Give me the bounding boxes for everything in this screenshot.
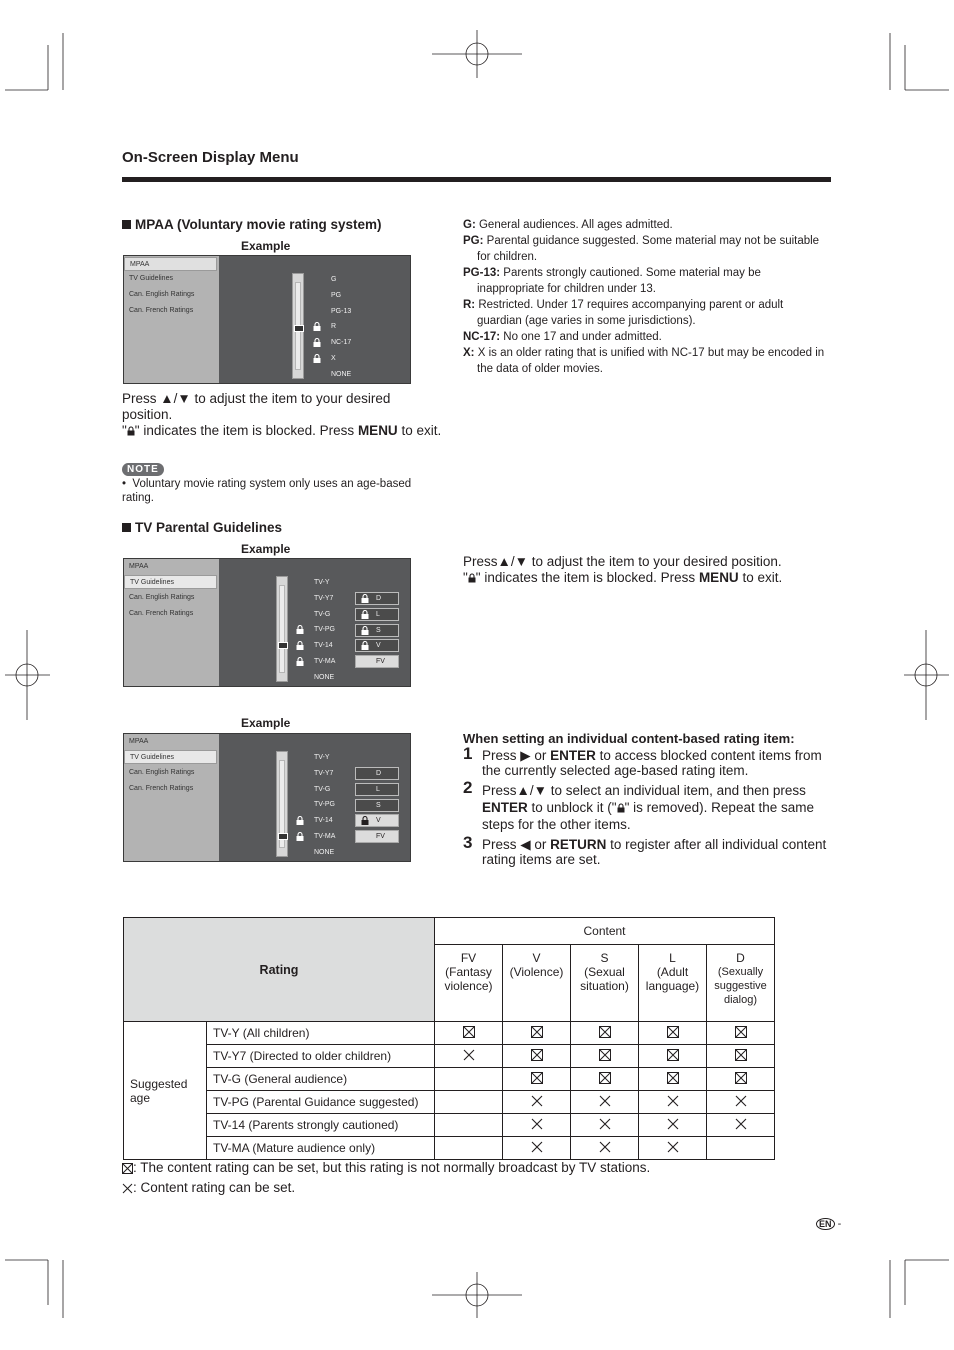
boxed-x-icon	[639, 1068, 707, 1091]
rating-r: R	[331, 323, 337, 330]
definition-pg13: PG-13: Parents strongly cautioned. Some material may be inappropriate for children under 13.	[463, 267, 761, 295]
x-mark-icon	[571, 1114, 639, 1137]
empty-cell	[435, 1137, 503, 1160]
x-mark-icon	[639, 1137, 707, 1160]
column-code: FV	[460, 951, 477, 965]
page-title: On-Screen Display Menu	[122, 149, 299, 166]
x-mark-icon	[571, 1091, 639, 1114]
example-label: Example	[241, 542, 291, 556]
content-column-header	[503, 945, 571, 1022]
x-mark-icon	[707, 1114, 775, 1137]
content-box-s[interactable]: S	[355, 624, 399, 637]
mpaa-heading: MPAA (Voluntary movie rating system)	[122, 217, 382, 232]
column-description: (Fantasy violence)	[444, 965, 493, 993]
legend-box: : The content rating can be set, but this rating is not normally broadcast by TV stations.	[122, 1160, 650, 1176]
lock-icon	[468, 573, 476, 583]
menu-item-mpaa[interactable]: MPAA	[129, 738, 149, 745]
menu-item-can-french[interactable]: Can. French Ratings	[129, 785, 194, 792]
rating-definitions	[463, 217, 831, 377]
rating-none: NONE	[331, 371, 352, 378]
rating-row-label: TV-Y7 (Directed to older children)	[207, 1045, 435, 1068]
rating-tv-pg: TV-PG	[314, 626, 336, 633]
legend-x: : Content rating can be set.	[122, 1180, 295, 1196]
rating-table	[123, 917, 775, 1160]
lock-icon	[361, 641, 369, 650]
note-text: • Voluntary movie rating system only uses an age-based rating.	[122, 478, 412, 504]
content-box-d[interactable]: D	[355, 592, 399, 605]
column-description: (Adult language)	[645, 965, 700, 993]
x-mark-icon	[571, 1137, 639, 1160]
rating-slider[interactable]	[276, 576, 288, 682]
table-row	[124, 1045, 775, 1068]
menu-item-can-english[interactable]: Can. English Ratings	[129, 769, 195, 776]
lock-icon	[296, 641, 304, 650]
rating-row-label: TV-G (General audience)	[207, 1068, 435, 1091]
lock-icon	[361, 594, 369, 603]
definition-r: R: Restricted. Under 17 requires accompanying parent or adult guardian (age varies in some jurisdictions).	[463, 299, 784, 327]
definition-nc17: NC-17: No one 17 and under admitted.	[463, 331, 662, 343]
slider-knob[interactable]	[278, 642, 288, 649]
tv-heading: TV Parental Guidelines	[122, 520, 282, 535]
column-code: L	[669, 951, 676, 965]
boxed-x-icon	[571, 1045, 639, 1068]
column-description: (Sexually suggestive dialog)	[714, 966, 767, 1006]
example-label: Example	[241, 239, 291, 253]
rating-slider[interactable]	[292, 273, 304, 379]
slider-knob[interactable]	[294, 325, 304, 332]
rating-pg: PG	[331, 292, 342, 299]
boxed-x-icon	[122, 1163, 133, 1174]
example-label: Example	[241, 716, 291, 730]
boxed-x-icon	[503, 1022, 571, 1045]
rating-row-label: TV-MA (Mature audience only)	[207, 1137, 435, 1160]
x-mark-icon	[435, 1045, 503, 1068]
lock-icon	[361, 610, 369, 619]
menu-item-tv-guidelines[interactable]: TV Guidelines	[124, 750, 217, 764]
rating-tv-14: TV-14	[314, 817, 333, 824]
rating-nc17: NC-17	[331, 339, 352, 346]
boxed-x-icon	[571, 1068, 639, 1091]
tv-osd-screen-2	[123, 733, 411, 862]
rating-pg13: PG-13	[331, 308, 352, 315]
content-box-d[interactable]: D	[355, 767, 399, 780]
steps-heading: When setting an individual content-based rating item:	[463, 731, 795, 746]
mpaa-instruction: Press ▲/▼ to adjust the item to your desired position. " " indicates the item is blocked. Press MENU to exit.	[122, 391, 442, 438]
rating-tv-14: TV-14	[314, 642, 333, 649]
rating-tv-y: TV-Y	[314, 754, 330, 761]
x-mark-icon	[707, 1091, 775, 1114]
lock-icon	[617, 803, 625, 813]
language-badge: EN	[816, 1218, 835, 1230]
boxed-x-icon	[435, 1022, 503, 1045]
rating-row-label: TV-14 (Parents strongly cautioned)	[207, 1114, 435, 1137]
x-mark-icon	[122, 1183, 133, 1194]
column-description: (Violence)	[509, 965, 564, 979]
lock-icon	[296, 657, 304, 666]
rating-none: NONE	[314, 674, 335, 681]
rating-x: X	[331, 355, 336, 362]
table-row	[124, 1114, 775, 1137]
boxed-x-icon	[707, 1068, 775, 1091]
menu-item-mpaa[interactable]: MPAA	[129, 563, 149, 570]
rating-tv-ma: TV-MA	[314, 833, 336, 840]
step-2: 2 Press▲/▼ to select an individual item, and then press ENTER to unblock it (" " is removed). Repeat the same steps for the other items.	[463, 778, 814, 832]
rating-g: G	[331, 276, 337, 283]
step-3: 3 Press ◀ or RETURN to register after all individual content rating items are set.	[463, 833, 827, 867]
mpaa-osd-screen	[123, 255, 411, 384]
boxed-x-icon	[503, 1068, 571, 1091]
boxed-x-icon	[571, 1022, 639, 1045]
definition-g: G: General audiences. All ages admitted.	[463, 219, 673, 231]
content-box-l[interactable]: L	[355, 783, 399, 796]
content-column-header	[435, 945, 503, 1022]
content-box-s[interactable]: S	[355, 799, 399, 812]
x-mark-icon	[639, 1114, 707, 1137]
column-code: S	[600, 951, 609, 965]
content-box-v[interactable]: V	[355, 639, 399, 652]
boxed-x-icon	[639, 1022, 707, 1045]
tv-osd-screen-1	[123, 558, 411, 687]
empty-cell	[435, 1114, 503, 1137]
menu-item-tv-guidelines[interactable]: TV Guidelines	[124, 575, 217, 589]
lock-icon	[296, 816, 304, 825]
column-code: D	[736, 951, 745, 965]
x-mark-icon	[503, 1137, 571, 1160]
table-row	[124, 1137, 775, 1160]
empty-cell	[707, 1137, 775, 1160]
table-row	[124, 1068, 775, 1091]
rating-row-label: TV-PG (Parental Guidance suggested)	[207, 1091, 435, 1114]
suggested-age-cell: Suggested age	[124, 1022, 207, 1160]
rating-none: NONE	[314, 849, 335, 856]
column-description: (Sexual situation)	[580, 965, 629, 993]
lock-icon	[127, 426, 135, 436]
lock-icon	[296, 832, 304, 841]
rating-tv-y7: TV-Y7	[314, 595, 334, 602]
menu-item-can-english[interactable]: Can. English Ratings	[129, 291, 195, 298]
title-rule	[122, 177, 831, 182]
rating-tv-pg: TV-PG	[314, 801, 336, 808]
x-mark-icon	[503, 1091, 571, 1114]
empty-cell	[435, 1091, 503, 1114]
table-row	[124, 1091, 775, 1114]
definition-x: X: X is an older rating that is unified with NC-17 but may be encoded in the data of older movies.	[463, 347, 825, 375]
lock-icon	[361, 626, 369, 635]
page-footer: EN -	[816, 1218, 841, 1230]
boxed-x-icon	[503, 1045, 571, 1068]
step-1: 1 Press ▶ or ENTER to access blocked content items from the currently selected age-based rating item.	[463, 744, 822, 778]
boxed-x-icon	[639, 1045, 707, 1068]
content-box-v[interactable]: V	[355, 814, 399, 827]
rating-tv-y: TV-Y	[314, 579, 330, 586]
menu-item-can-english[interactable]: Can. English Ratings	[129, 594, 195, 601]
lock-icon	[313, 354, 321, 363]
content-column-header	[707, 945, 775, 1022]
rating-tv-y7: TV-Y7	[314, 770, 334, 777]
lock-icon	[296, 625, 304, 634]
rating-tv-ma: TV-MA	[314, 658, 336, 665]
content-header: Content	[435, 918, 775, 945]
rating-tv-g: TV-G	[314, 611, 331, 618]
rating-slider[interactable]	[276, 751, 288, 857]
x-mark-icon	[639, 1091, 707, 1114]
lock-icon	[313, 338, 321, 347]
content-box-fv[interactable]: FV	[355, 655, 399, 668]
table-row	[124, 1022, 775, 1045]
column-code: V	[532, 951, 541, 965]
slider-knob[interactable]	[278, 833, 288, 840]
lock-icon	[313, 322, 321, 331]
boxed-x-icon	[707, 1045, 775, 1068]
rating-tv-g: TV-G	[314, 786, 331, 793]
empty-cell	[435, 1068, 503, 1091]
rating-header: Rating	[124, 918, 435, 1022]
menu-item-tv-guidelines[interactable]: TV Guidelines	[129, 275, 173, 282]
x-mark-icon	[503, 1114, 571, 1137]
menu-item-can-french[interactable]: Can. French Ratings	[129, 307, 194, 314]
content-column-header	[571, 945, 639, 1022]
definition-pg: PG: Parental guidance suggested. Some material may not be suitable for children.	[463, 235, 820, 263]
menu-item-can-french[interactable]: Can. French Ratings	[129, 610, 194, 617]
content-box-fv[interactable]: FV	[355, 830, 399, 843]
content-box-l[interactable]: L	[355, 608, 399, 621]
content-column-header	[639, 945, 707, 1022]
note-badge: NOTE	[122, 459, 164, 477]
boxed-x-icon	[707, 1022, 775, 1045]
lock-icon	[361, 816, 369, 825]
rating-row-label: TV-Y (All children)	[207, 1022, 435, 1045]
tv-instruction: Press▲/▼ to adjust the item to your desired position. " " indicates the item is blocked. Press MENU to exit.	[463, 554, 783, 585]
menu-item-mpaa[interactable]: MPAA	[124, 257, 217, 271]
